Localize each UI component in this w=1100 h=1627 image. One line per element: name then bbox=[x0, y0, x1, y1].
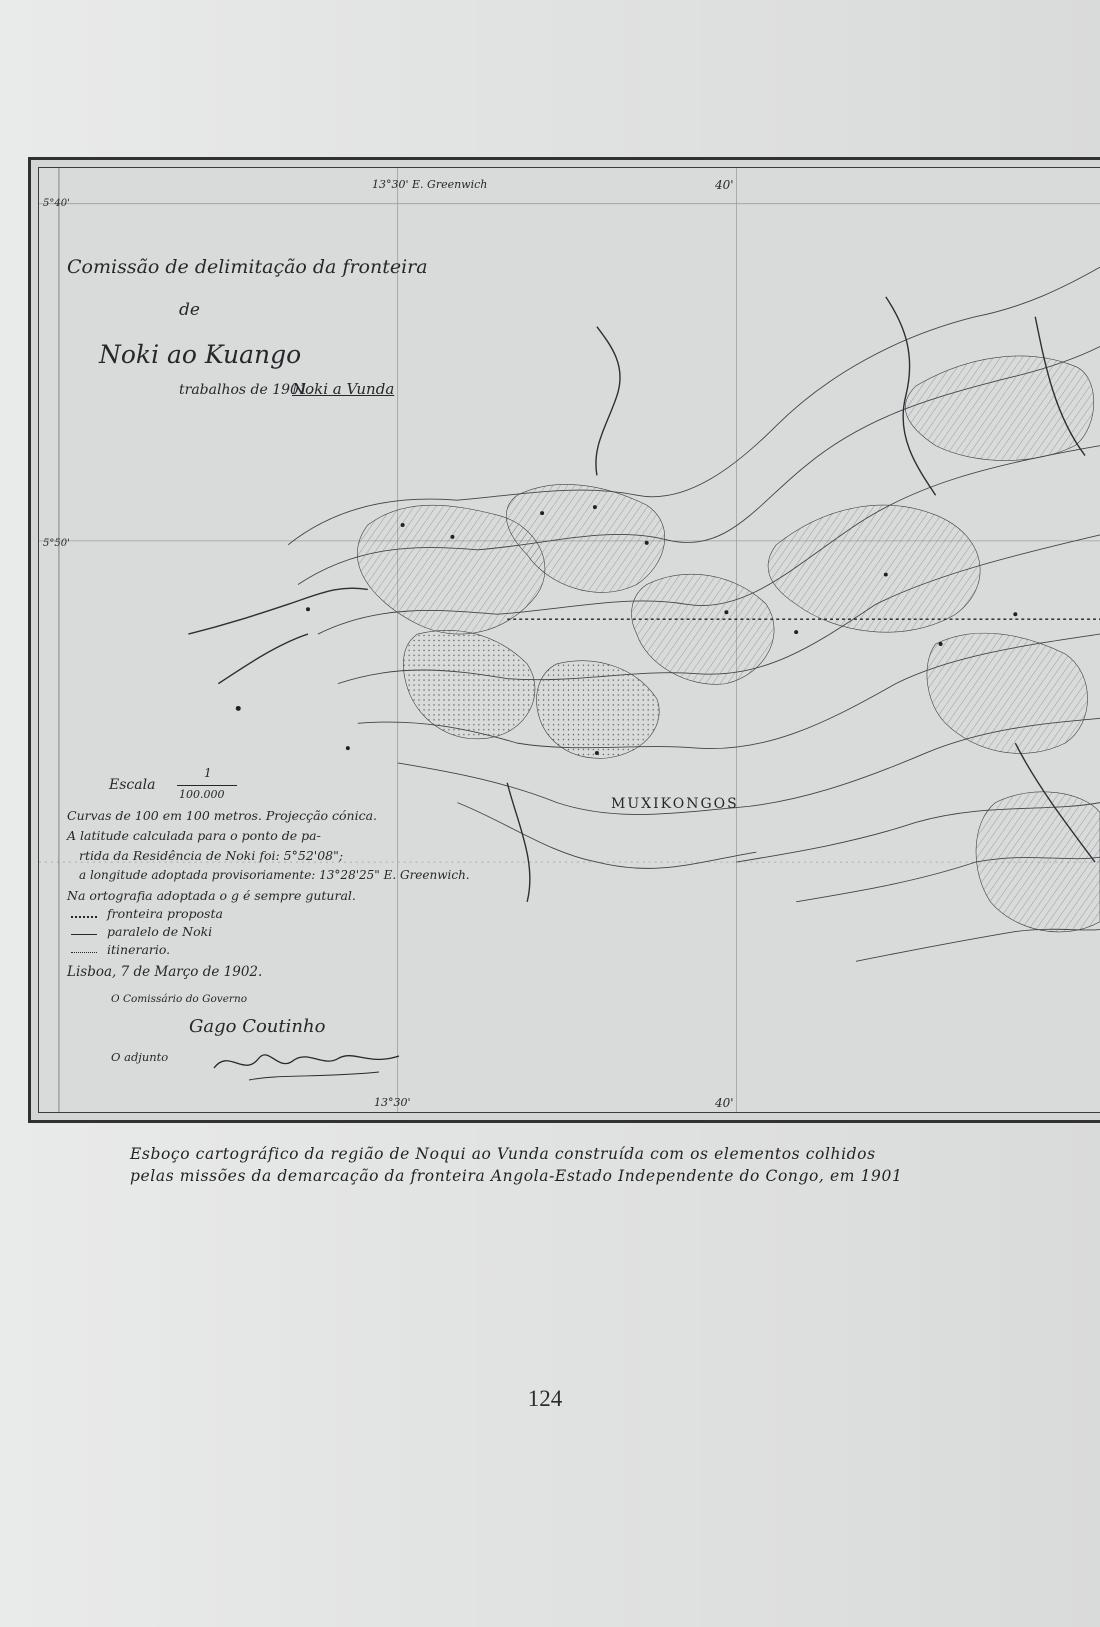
figure-caption bbox=[130, 1143, 980, 1187]
page-number: 124 bbox=[527, 1386, 563, 1411]
legend-scale-num: 1 bbox=[204, 766, 212, 780]
map-title-line4b: Noki a Vunda bbox=[292, 380, 395, 398]
legend-sig3: O adjunto bbox=[111, 1050, 169, 1064]
lat-top-label: 5°40' bbox=[43, 198, 70, 209]
legend-date: Lisboa, 7 de Março de 1902. bbox=[67, 964, 263, 980]
map-plate bbox=[28, 157, 1100, 1123]
caption-line2: pelas missões da demarcação da fronteira Angola-Estado Independente do Congo, em 1901 bbox=[130, 1167, 903, 1185]
legend-line5: Na ortografia adoptada o g é sempre gutural. bbox=[67, 888, 356, 903]
legend-key3-symbol bbox=[71, 952, 97, 953]
legend-key1-symbol bbox=[71, 916, 97, 918]
legend-line4: a longitude adoptada provisoriamente: 13°28'25" E. Greenwich. bbox=[79, 868, 470, 882]
legend-sig2: Gago Coutinho bbox=[189, 1016, 326, 1037]
legend-sig1: O Comissário do Governo bbox=[111, 993, 248, 1005]
caption-line1: Esboço cartográfico da região de Noqui ao Vunda construída com os elementos colhidos bbox=[130, 1145, 876, 1163]
legend-line3: rtida da Residência de Noki foi: 5°52'08"; bbox=[79, 848, 344, 863]
map-area bbox=[38, 167, 1100, 1113]
signature-flourish bbox=[209, 1038, 409, 1088]
map-title-line3: Noki ao Kuango bbox=[99, 340, 302, 369]
legend-scale-den: 100.000 bbox=[179, 788, 225, 801]
bottom-40-label: 40' bbox=[715, 1096, 734, 1110]
top-40-label: 40' bbox=[715, 178, 734, 192]
legend-key2-symbol bbox=[71, 934, 97, 935]
region-label: MUXIKONGOS bbox=[611, 796, 739, 812]
legend-scale-label: Escala bbox=[109, 777, 156, 793]
legend-key1: fronteira proposta bbox=[107, 906, 223, 921]
legend-line1: Curvas de 100 em 100 metros. Projecção cónica. bbox=[67, 808, 378, 823]
legend-key2: paralelo de Noki bbox=[107, 924, 213, 939]
top-meridian-label: 13°30' E. Greenwich bbox=[372, 178, 488, 191]
map-title-line4: trabalhos de 1901. bbox=[179, 382, 313, 398]
bottom-meridian-label: 13°30' bbox=[374, 1096, 411, 1109]
bleed-through-text bbox=[150, 1210, 980, 1326]
legend-scale-fraction-bar bbox=[177, 785, 237, 786]
relief-shading bbox=[357, 356, 1100, 932]
legend-line2: A latitude calculada para o ponto de pa- bbox=[67, 828, 321, 843]
legend-key3: itinerario. bbox=[107, 942, 171, 957]
map-title-line1: Comissão de delimitação da fronteira bbox=[67, 256, 428, 278]
map-title-line2: de bbox=[179, 300, 200, 320]
lat-mid-label: 5°50' bbox=[43, 538, 70, 549]
